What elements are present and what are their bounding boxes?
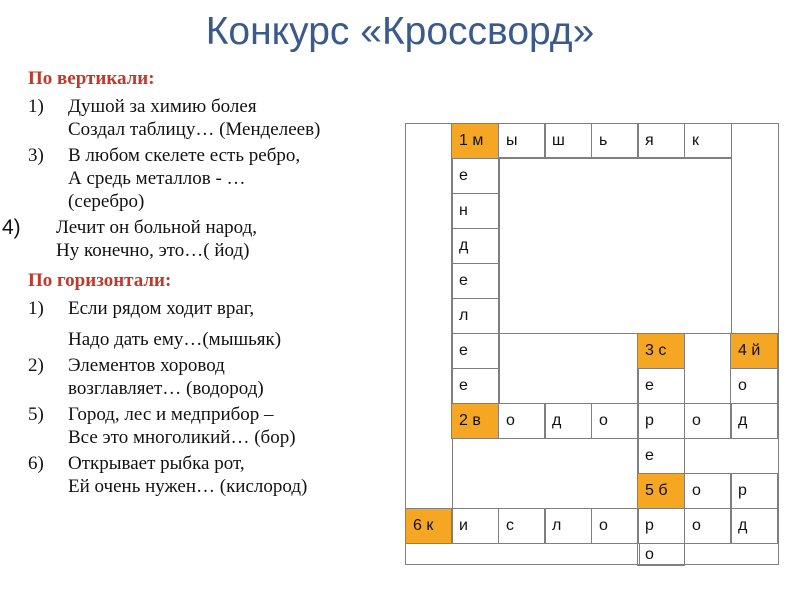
clue-number: 1) <box>28 96 44 117</box>
crossword-cell: д <box>451 228 499 264</box>
vertical-clue-3 <box>22 144 412 213</box>
crossword-cell: н <box>451 193 499 229</box>
grid-blank-center <box>499 157 732 334</box>
clue-text <box>68 95 412 141</box>
crossword-cell: о <box>591 508 639 544</box>
crossword-cell: е <box>451 263 499 299</box>
vertical-heading: По вертикали: <box>28 68 155 89</box>
clue-number: 5) <box>28 404 44 425</box>
clue-line: В любом скелете есть ребро, <box>68 145 301 166</box>
horizontal-clue-5 <box>22 403 412 449</box>
crossword-cell: ь <box>591 123 639 159</box>
horizontal-clue-1 <box>22 297 412 351</box>
clues-panel <box>2 66 412 498</box>
clue-line: А средь металлов - … <box>68 168 246 189</box>
clue-number: 2) <box>28 355 44 376</box>
page-title: Конкурс «Кроссворд» <box>205 10 595 53</box>
clue-number: 6) <box>28 453 44 474</box>
crossword-cell: д <box>730 403 778 439</box>
clue-line: Создал таблицу… (Менделеев) <box>68 119 321 140</box>
clue-line: Элементов хоровод <box>68 355 225 376</box>
clue-line: Надо дать ему…(мышьяк) <box>68 329 282 350</box>
clue-line: Все это многоликий… (бор) <box>68 427 296 448</box>
crossword-cell: ы <box>498 123 546 159</box>
grid-blank-bottom-left <box>405 543 640 565</box>
crossword-cell: е <box>451 333 499 369</box>
crossword-start-cell: 3 с <box>637 333 685 369</box>
crossword-cell: р <box>637 508 685 544</box>
crossword-cell: р <box>637 403 685 439</box>
crossword-cell: о <box>684 403 732 439</box>
crossword-cell: о <box>498 403 546 439</box>
crossword-start-cell: 5 б <box>637 473 685 509</box>
crossword-grid <box>405 123 779 565</box>
clue-line: возглавляет… (водород) <box>68 378 264 399</box>
crossword-cell: о <box>684 473 732 509</box>
vertical-clue-1 <box>22 95 412 141</box>
clue-line: Ну конечно, это…( йод) <box>56 240 250 261</box>
crossword-start-cell: 2 в <box>451 403 499 439</box>
clue-number: 4) <box>2 216 21 239</box>
clue-text <box>56 216 412 262</box>
crossword-cell: ш <box>544 123 592 159</box>
clue-line: Лечит он больной народ, <box>56 217 258 238</box>
crossword-cell: к <box>684 123 732 159</box>
crossword-start-cell: 4 й <box>730 333 778 369</box>
crossword-cell: о <box>684 508 732 544</box>
crossword-cell: л <box>451 298 499 334</box>
crossword-cell: е <box>451 158 499 194</box>
clue-number: 3) <box>28 145 44 166</box>
horizontal-clue-2 <box>22 354 412 400</box>
vertical-clue-4 <box>2 216 412 262</box>
crossword-cell: с <box>498 508 546 544</box>
horizontal-clue-6 <box>22 452 412 498</box>
crossword-cell: д <box>730 508 778 544</box>
grid-blank-lower <box>452 438 639 509</box>
horizontal-heading: По горизонтали: <box>28 270 172 291</box>
clue-text <box>68 452 412 498</box>
clue-line: Душой за химию болея <box>68 96 257 117</box>
clue-line: (серебро) <box>68 191 145 212</box>
crossword-cell: о <box>637 543 685 566</box>
clue-text <box>68 354 412 400</box>
crossword-cell: д <box>544 403 592 439</box>
crossword-cell: л <box>544 508 592 544</box>
crossword-cell: е <box>637 438 685 474</box>
grid-blank-top-right <box>731 123 779 334</box>
clue-line: Открывает рыбка рот, <box>68 453 245 474</box>
clue-text <box>68 403 412 449</box>
crossword-cell: е <box>451 368 499 404</box>
grid-blank-middle <box>499 333 639 404</box>
clue-line: Если рядом ходит враг, <box>68 298 255 319</box>
crossword-cell: о <box>591 403 639 439</box>
crossword-start-cell: 6 к <box>405 508 453 544</box>
grid-blank-bottom-right <box>684 543 779 565</box>
clue-line: Ей очень нужен… (кислород) <box>68 476 308 497</box>
clue-number: 1) <box>28 298 44 319</box>
crossword-cell: е <box>637 368 685 404</box>
clue-text <box>68 144 412 213</box>
crossword-cell: я <box>637 123 685 159</box>
clue-text <box>68 297 412 351</box>
grid-blank-left <box>405 123 453 509</box>
crossword-cell: р <box>730 473 778 509</box>
clue-line: Город, лес и медприбор – <box>68 404 274 425</box>
grid-blank-lower-right <box>684 438 779 474</box>
crossword-cell: и <box>451 508 499 544</box>
crossword-start-cell: 1 м <box>451 123 499 159</box>
crossword-cell: о <box>730 368 778 404</box>
